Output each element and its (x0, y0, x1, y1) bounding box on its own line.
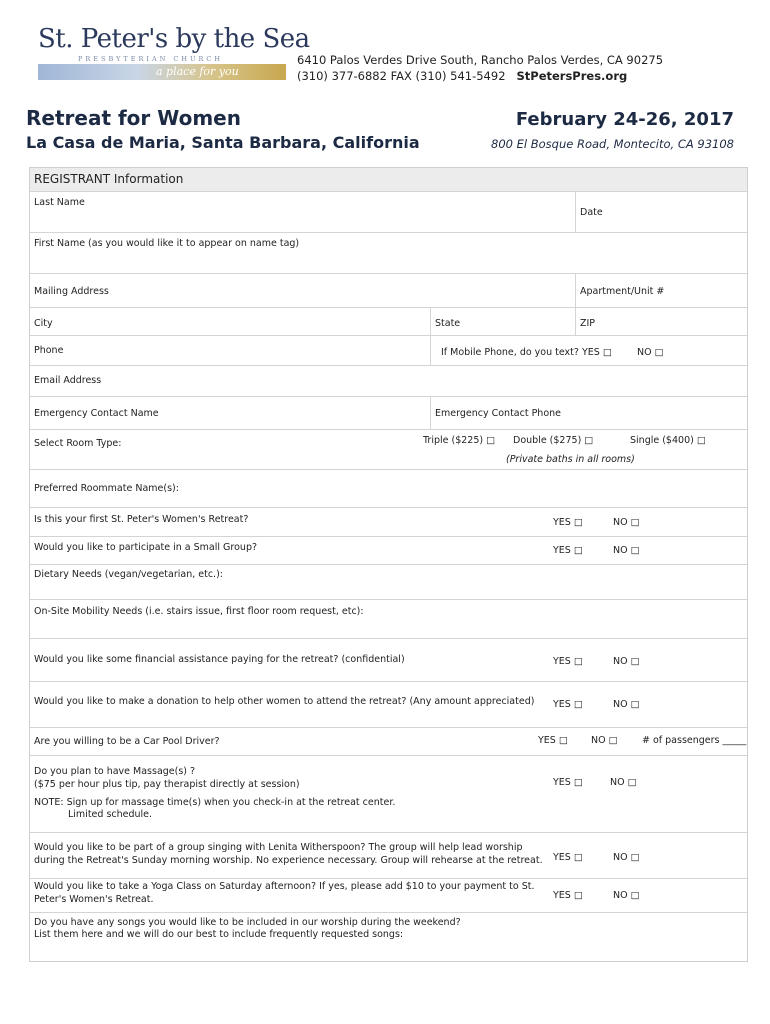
financial-yes[interactable]: YES □ (553, 656, 583, 667)
carpool-passengers[interactable]: # of passengers _____ (642, 735, 747, 746)
row-songs (30, 913, 747, 960)
logo-tagline: a place for you (156, 65, 239, 78)
row-room-type (30, 430, 747, 470)
logo-title: St. Peter's by the Sea (38, 24, 310, 54)
row-mailing-address (30, 274, 747, 308)
event-date: February 24-26, 2017 (515, 109, 734, 130)
massage-note-limited: Limited schedule. (68, 809, 153, 820)
last-name-field[interactable]: Last Name (34, 197, 85, 208)
massage-yes[interactable]: YES □ (553, 777, 583, 788)
row-roommate (30, 470, 747, 508)
logo-subtitle: PRESBYTERIAN CHURCH (78, 55, 224, 63)
row-city (30, 308, 747, 336)
row-first-name (30, 233, 747, 274)
row-mobility (30, 600, 747, 639)
massage-note: NOTE: Sign up for massage time(s) when you check-in at the retreat center. (34, 797, 396, 808)
yoga-yes[interactable]: YES □ (553, 890, 583, 901)
singing-yes[interactable]: YES □ (553, 852, 583, 863)
church-phone-line (297, 68, 663, 84)
zip-field[interactable]: ZIP (580, 318, 596, 329)
row-carpool (30, 728, 747, 756)
emergency-name-field[interactable]: Emergency Contact Name (34, 408, 159, 419)
yoga-no[interactable]: NO □ (613, 890, 640, 901)
row-first-retreat (30, 508, 747, 537)
church-logo (38, 24, 310, 86)
phone-field[interactable]: Phone (34, 345, 64, 356)
room-type-label: Select Room Type: (34, 438, 122, 449)
financial-question: Would you like some financial assistance paying for the retreat? (confidential) (34, 654, 405, 665)
dietary-field[interactable]: Dietary Needs (vegan/vegetarian, etc.): (34, 569, 223, 580)
section-header (30, 168, 747, 192)
singing-question: Would you like to be part of a group singing with Lenita Witherspoon? The group will help lead worship during the Retreat's Sunday morning worship. No experience necessary. Group will rehearse at the retreat. (34, 842, 543, 866)
row-phone (30, 336, 747, 366)
donation-no[interactable]: NO □ (613, 699, 640, 710)
small-group-yes[interactable]: YES □ (553, 545, 583, 556)
apartment-field[interactable]: Apartment/Unit # (580, 286, 665, 297)
first-name-field[interactable]: First Name (as you would like it to appear on name tag) (34, 238, 300, 249)
row-massage (30, 756, 747, 833)
registration-form (29, 167, 748, 962)
massage-no[interactable]: NO □ (610, 777, 637, 788)
row-last-name (30, 192, 747, 233)
church-address: 6410 Palos Verdes Drive South, Rancho Palos Verdes, CA 90275 (297, 53, 664, 67)
date-field[interactable]: Date (580, 207, 603, 218)
emergency-phone-field[interactable]: Emergency Contact Phone (435, 408, 562, 419)
row-dietary (30, 565, 747, 600)
event-venue-address: 800 El Bosque Road, Montecito, CA 93108 (491, 137, 734, 151)
row-email (30, 366, 747, 397)
donation-question: Would you like to make a donation to help other women to attend the retreat? (Any amount appreciated) (34, 696, 535, 707)
church-contact (297, 52, 663, 84)
first-retreat-question: Is this your first St. Peter's Women's Retreat? (34, 514, 249, 525)
state-field[interactable]: State (435, 318, 461, 329)
row-donation (30, 682, 747, 728)
row-emergency (30, 397, 747, 430)
mobility-field[interactable]: On-Site Mobility Needs (i.e. stairs issue, first floor room request, etc): (34, 606, 364, 617)
carpool-question: Are you willing to be a Car Pool Driver? (34, 736, 220, 747)
massage-price: ($75 per hour plus tip, pay therapist directly at session) (34, 779, 300, 790)
first-retreat-no[interactable]: NO □ (613, 517, 640, 528)
mailing-address-field[interactable]: Mailing Address (34, 286, 109, 297)
row-financial (30, 639, 747, 682)
first-retreat-yes[interactable]: YES □ (553, 517, 583, 528)
room-note: (Private baths in all rooms) (506, 454, 635, 465)
donation-yes[interactable]: YES □ (553, 699, 583, 710)
yoga-question: Would you like to take a Yoga Class on Saturday afternoon? If yes, please add $10 to your payment to St. Peter's Women's Retreat. (34, 881, 535, 905)
row-small-group (30, 537, 747, 565)
mobile-text-no[interactable]: NO □ (637, 347, 664, 358)
small-group-no[interactable]: NO □ (613, 545, 640, 556)
songs-instructions[interactable]: List them here and we will do our best to include frequently requested songs: (34, 929, 404, 940)
row-yoga (30, 879, 747, 913)
carpool-no[interactable]: NO □ (591, 735, 618, 746)
carpool-yes[interactable]: YES □ (538, 735, 568, 746)
roommate-field[interactable]: Preferred Roommate Name(s): (34, 483, 179, 494)
financial-no[interactable]: NO □ (613, 656, 640, 667)
email-field[interactable]: Email Address (34, 375, 102, 386)
city-field[interactable]: City (34, 318, 53, 329)
church-phone: (310) 377-6882 FAX (310) 541-5492 (297, 69, 506, 83)
room-double-option[interactable]: Double ($275) □ (513, 435, 594, 446)
small-group-question: Would you like to participate in a Small Group? (34, 542, 258, 553)
event-title: Retreat for Women (26, 106, 241, 130)
mobile-text-yes[interactable]: If Mobile Phone, do you text? YES □ (441, 347, 612, 358)
church-website[interactable]: StPetersPres.org (516, 69, 628, 83)
section-title: REGISTRANT Information (34, 172, 184, 186)
singing-no[interactable]: NO □ (613, 852, 640, 863)
room-triple-option[interactable]: Triple ($225) □ (423, 435, 496, 446)
songs-question: Do you have any songs you would like to be included in our worship during the weekend? (34, 917, 461, 928)
room-single-option[interactable]: Single ($400) □ (630, 435, 706, 446)
massage-question: Do you plan to have Massage(s) ? (34, 766, 196, 777)
event-location: La Casa de Maria, Santa Barbara, California (26, 133, 420, 152)
row-singing (30, 833, 747, 879)
